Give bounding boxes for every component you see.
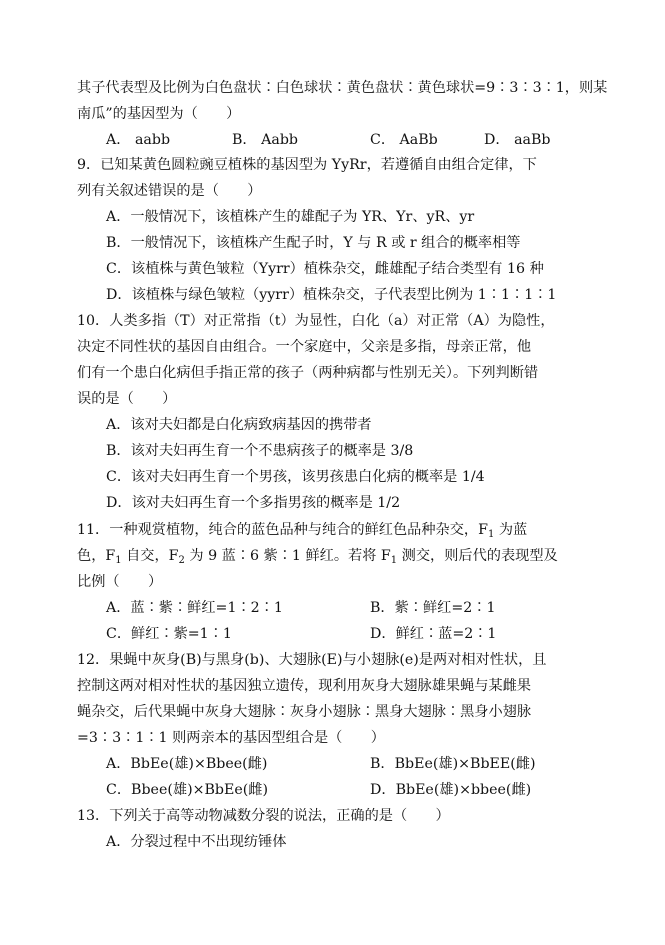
q10-option-b: B．该对夫妇再生育一个不患病孩子的概率是 3/8 — [106, 443, 414, 459]
q12-option-d: D．BbEe(雄)×bbee(雌) — [370, 782, 532, 798]
q9-option-c: C．该植株与黄色皱粒（Yyrr）植株杂交，雌雄配子结合类型有 16 种 — [106, 261, 544, 277]
q12-option-a: A．BbEe(雄)×Bbee(雌) — [106, 756, 268, 772]
q8-option-d: D． aaBb — [484, 132, 551, 148]
q8-option-c: C． AaBb — [370, 132, 438, 148]
question-13-line: 13．下列关于高等动物减数分裂的说法，正确的是（ ） — [77, 808, 450, 824]
q11-option-c: C．鲜红∶紫=1∶1 — [106, 626, 232, 642]
question-12-line: 蝇杂交，后代果蝇中灰身大翅脉∶灰身小翅脉∶黑身大翅脉∶黑身小翅脉 — [77, 704, 532, 720]
q8-option-b: B． Aabb — [232, 132, 298, 148]
q9-option-a: A．一般情况下，该植株产生的雄配子为 YR、Yr、yR、yr — [106, 209, 475, 225]
q9-option-d: D．该植株与绿色皱粒（yyrr）植株杂交，子代表型比例为 1∶1∶1∶1 — [106, 287, 557, 303]
q10-option-d: D．该对夫妇再生育一个多指男孩的概率是 1/2 — [106, 495, 401, 511]
question-11-line: 比例（ ） — [77, 574, 163, 590]
q11-option-b: B．紫∶鲜红=2∶1 — [370, 600, 496, 616]
question-10-line: 10．人类多指（T）对正常指（t）为显性，白化（a）对正常（A）为隐性， — [77, 313, 555, 329]
q11-option-d: D．鲜红∶蓝=2∶1 — [370, 626, 497, 642]
question-12-line: 控制这两对相对性状的基因独立遗传，现利用灰身大翅脉雄果蝇与某雌果 — [77, 678, 532, 694]
question-10-line: 决定不同性状的基因自由组合。一个家庭中，父亲是多指，母亲正常，他 — [77, 339, 532, 355]
q8-option-a: A． aabb — [106, 132, 171, 148]
question-12-line: 12．果蝇中灰身(B)与黑身(b)、大翅脉(E)与小翅脉(e)是两对相对性状，且 — [77, 652, 547, 668]
q9-option-b: B．一般情况下，该植株产生配子时，Y 与 R 或 r 组合的概率相等 — [106, 235, 521, 251]
q11-option-a: A．蓝∶紫∶鲜红=1∶2∶1 — [106, 600, 283, 616]
question-10-line: 误的是（ ） — [77, 391, 177, 407]
question-12-line: =3∶3∶1∶1 则两亲本的基因型组合是（ ） — [77, 730, 385, 746]
q13-option-a: A．分裂过程中不出现纺锤体 — [106, 834, 287, 850]
question-9-line: 列有关叙述错误的是（ ） — [77, 183, 262, 199]
q12-option-c: C．Bbee(雄)×BbEe(雌) — [106, 782, 269, 798]
q12-option-b: B．BbEe(雄)×BbEE(雌) — [370, 756, 536, 772]
text-line: 南瓜”的基因型为（ ） — [77, 106, 241, 122]
text-line: 其子代表型及比例为白色盘状∶白色球状∶黄色盘状∶黄色球状=9∶3∶3∶1，则某 — [77, 80, 608, 96]
question-11-line: 色，$F_1$ 自交，$F_2$ 为 9 蓝∶6 紫∶1 鲜红。若将 $F_1$ 测交，则后代的表现型及 — [77, 548, 558, 566]
q10-option-a: A．该对夫妇都是白化病致病基因的携带者 — [106, 417, 372, 433]
question-11-line: 11．一种观赏植物，纯合的蓝色品种与纯合的鲜红色品种杂交，$F_1$ 为蓝 — [77, 522, 528, 540]
question-9-line: 9．已知某黄色圆粒豌豆植株的基因型为 YyRr，若遵循自由组合定律，下 — [77, 157, 537, 173]
question-10-line: 们有一个患白化病但手指正常的孩子（两种病都与性别无关）。下列判断错 — [77, 365, 539, 381]
q10-option-c: C．该对夫妇再生育一个男孩，该男孩患白化病的概率是 1/4 — [106, 469, 485, 485]
